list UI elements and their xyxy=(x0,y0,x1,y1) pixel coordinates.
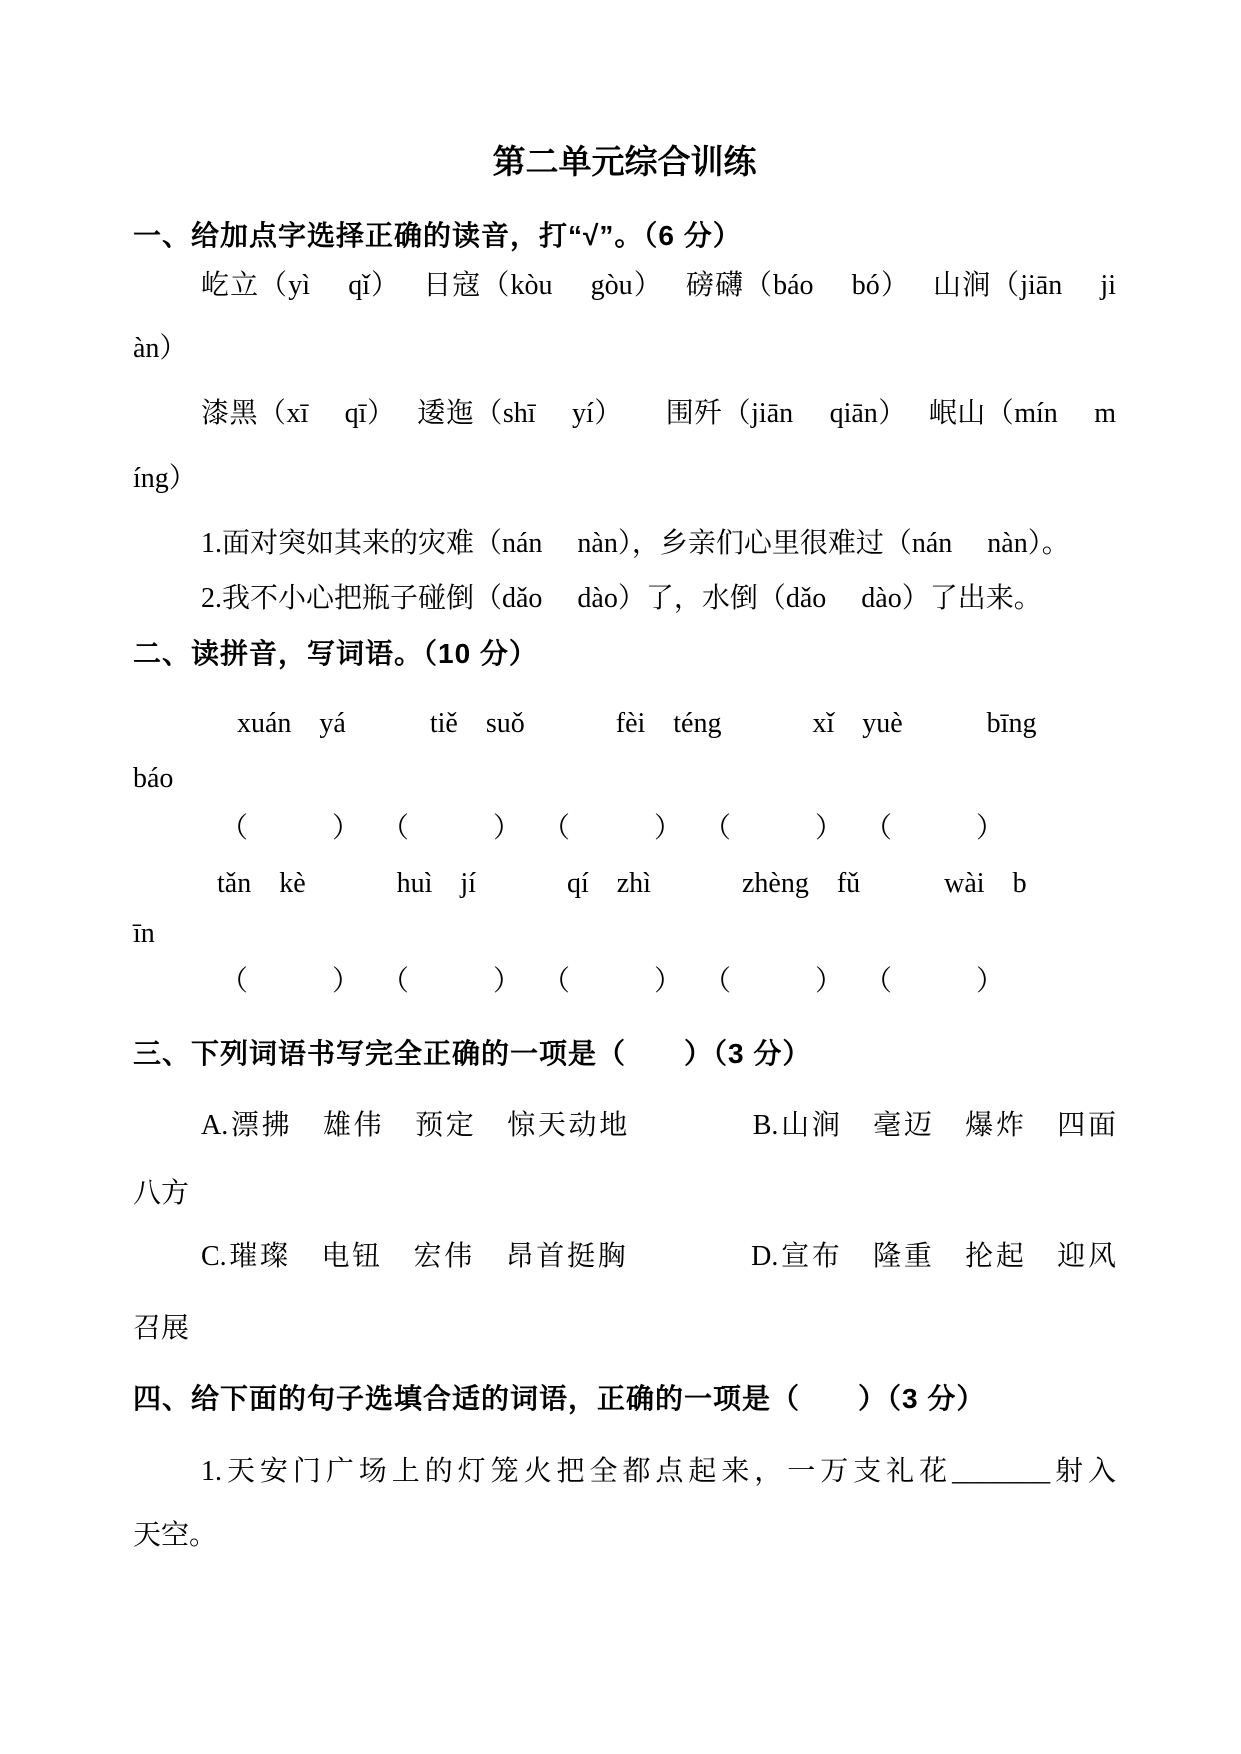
options-a-b-line: A.漂拂 雄伟 预定 惊天动地 B.山涧 毫迈 爆炸 四面 xyxy=(201,1110,1116,1141)
options-a-b-cont: 八方 xyxy=(133,1178,190,1209)
options-c-d-line: C.璀璨 电钮 宏伟 昂首挺胸 D.宣布 隆重 抡起 迎风 xyxy=(201,1241,1116,1272)
section-1-heading: 一、给加点字选择正确的读音，打“√”。（6 分） xyxy=(133,220,742,251)
pronunciation-choice-line-1-cont: àn） xyxy=(133,333,188,364)
answer-brackets-row-1: （ ） （ ） （ ） （ ） （ ） xyxy=(220,813,1005,844)
pinyin-row-2: tǎn kè huì jí qí zhì zhèng fǔ wài b xyxy=(217,868,1027,899)
section-2-heading: 二、读拼音，写词语。（10 分） xyxy=(133,638,538,669)
pronunciation-choice-line-1: 屹立（yì qǐ） 日寇（kòu gòu） 磅礴（báo bó） 山涧（jiān ji xyxy=(201,270,1116,301)
section-3-heading: 三、下列词语书写完全正确的一项是（ ）（3 分） xyxy=(133,1038,812,1069)
fill-blank-sentence-1-cont: 天空。 xyxy=(133,1520,218,1551)
pinyin-row-1-cont: báo xyxy=(133,763,174,794)
section-4-heading: 四、给下面的句子选填合适的词语，正确的一项是（ ）（3 分） xyxy=(133,1383,986,1414)
options-c-d-cont: 召展 xyxy=(133,1313,190,1344)
pronunciation-choice-line-2-cont: íng） xyxy=(133,463,197,494)
pronunciation-sentence-1: 1.面对突如其来的灾难（nán nàn），乡亲们心里很难过（nán nàn）。 xyxy=(201,528,1070,559)
fill-blank-sentence-1: 1.天安门广场上的灯笼火把全都点起来，一万支礼花_______射入 xyxy=(201,1456,1116,1487)
pinyin-row-1: xuán yá tiě suǒ fèi téng xǐ yuè bīng xyxy=(237,708,1037,739)
pronunciation-choice-line-2: 漆黑（xī qī） 逶迤（shī yí） 围歼（jiān qiān） 岷山（mín m xyxy=(201,398,1116,429)
answer-brackets-row-2: （ ） （ ） （ ） （ ） （ ） xyxy=(220,966,1005,997)
exam-title: 第二单元综合训练 xyxy=(492,143,757,180)
pronunciation-sentence-2: 2.我不小心把瓶子碰倒（dǎo dào）了，水倒（dǎo dào）了出来。 xyxy=(201,583,1042,614)
pinyin-row-2-cont: īn xyxy=(133,918,155,949)
